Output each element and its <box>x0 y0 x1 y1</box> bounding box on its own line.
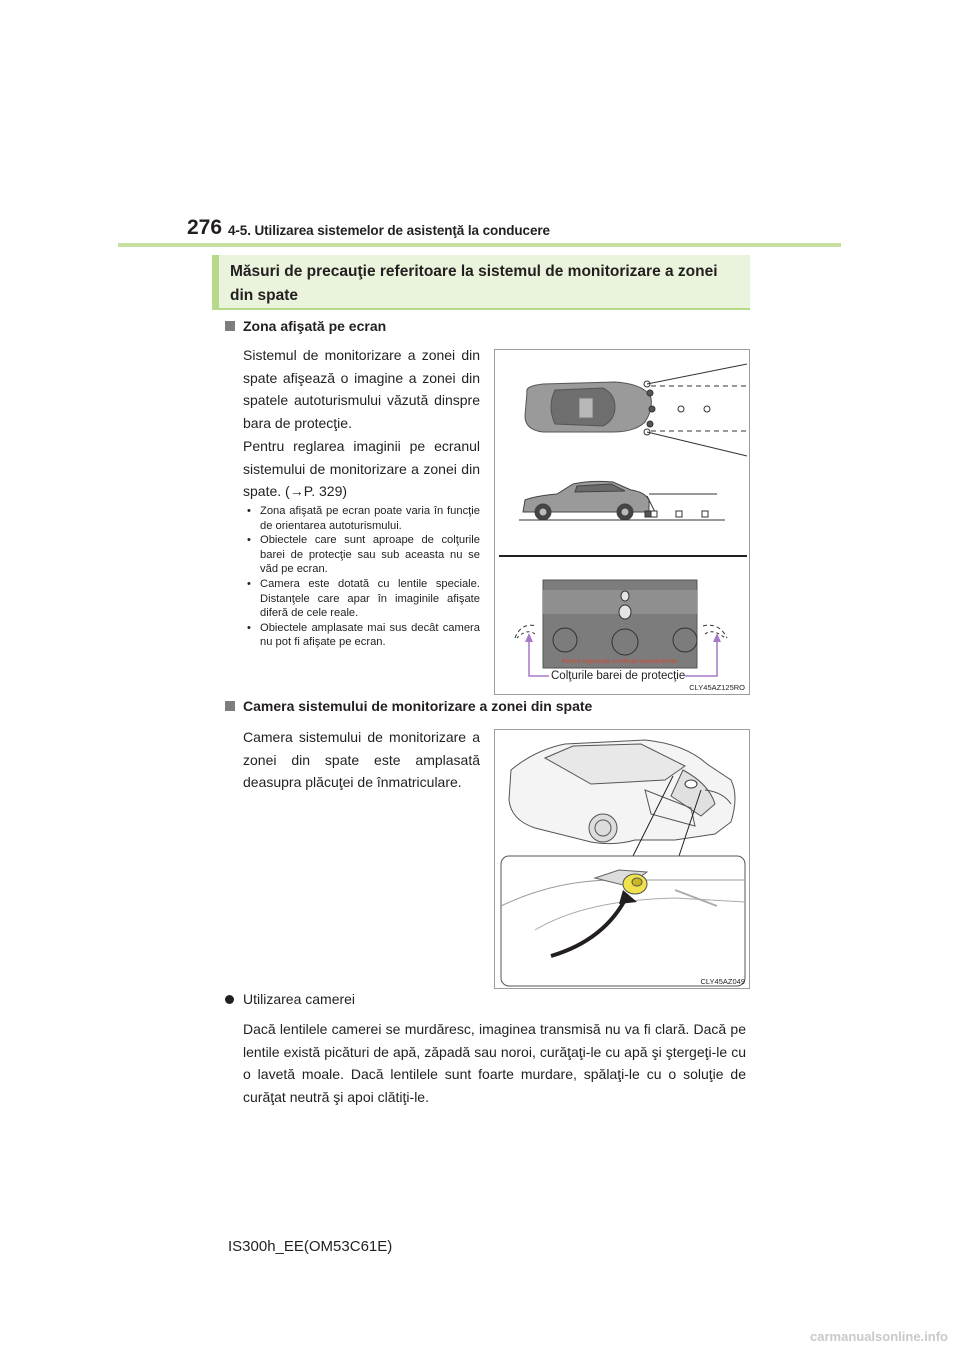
car-top-view <box>525 382 651 432</box>
paragraph: Camera sistemului de monitorizare a zonei din spate este amplasată deasupra plăcuţei de înmatriculare. <box>243 729 480 790</box>
bullet-dot-icon <box>225 995 234 1004</box>
note-item: • Zona afişată pe ecran poate varia în funcţie de orientarea autoturismului. <box>243 504 480 533</box>
square-bullet-icon <box>225 321 235 331</box>
section-title-box <box>212 255 750 310</box>
figure-camera-location <box>494 729 750 989</box>
watermark-text: carmanualsonline.info <box>810 1329 948 1344</box>
note-item: • Obiectele amplasate mai sus decât camera nu pot fi afişate pe ecran. <box>243 621 480 650</box>
figure-code: CLY45AZ125RO <box>689 683 745 692</box>
display-area-illustration <box>495 350 751 696</box>
paragraph-camera-cleaning: Dacă lentilele camerei se murdăresc, imaginea transmisă nu va fi clară. Dacă pe lentile există picături de apă, zăpadă sau noroi, curăţaţi-le cu apă şi ştergeţi-le cu o lavetă moale. Dacă lentilele sunt foarte murdare, spălaţi-le cu o soluţie de curăţat neutră şi apoi clătiţi-le. <box>243 1021 746 1105</box>
bullet-heading-text: Utilizarea camerei <box>243 991 356 1007</box>
car-rear-three-quarter-view <box>509 740 735 844</box>
subheading-text: Zona afişată pe ecran <box>243 318 387 334</box>
footer-model-code: IS300h_EE(OM53C61E) <box>228 1238 393 1255</box>
note-item: • Obiectele care sunt aproape de colţurile barei de protecţie sau sub aceasta nu se văd pe ecran. <box>243 533 480 577</box>
screen-caution-text: Pentru siguranţă, verificaţi împrejurimile. <box>561 659 679 665</box>
page-number: 276 <box>187 216 223 239</box>
bullet-heading-camera-usage <box>225 991 355 1007</box>
paragraph: Sistemul de monitorizare a zonei din spate afişează o imagine a zonei din spatele autoturismului văzută dinspre bara de protecţie. <box>243 347 480 431</box>
chapter-title: 4-5. Utilizarea sistemelor de asistenţă la conducere <box>228 223 550 238</box>
subheading-text: Camera sistemului de monitorizare a zonei din spate <box>243 698 593 714</box>
section-title: Măsuri de precauţie referitoare la sistemul de monitorizare a zonei din spate <box>230 263 718 304</box>
car-side-view <box>523 481 649 520</box>
paragraph-page-reference: Pentru reglarea imaginii pe ecranul sistemului de monitorizare a zonei din spate. (→P. 329) <box>243 438 480 499</box>
square-bullet-icon <box>225 701 235 711</box>
note-item: • Camera este dotată cu lentile speciale. Distanţele care apar în imaginile afişate diferă de cele reale. <box>243 577 480 621</box>
header-divider <box>118 243 841 247</box>
figure-code: CLY45AZ049 <box>700 977 745 986</box>
notes-list <box>243 504 480 650</box>
subheading-camera <box>225 698 592 714</box>
subheading-display-area <box>225 318 386 334</box>
figure-callout-label: Colţurile barei de protecţie <box>551 670 686 682</box>
camera-location-illustration <box>495 730 751 990</box>
figure-display-area <box>494 349 750 695</box>
